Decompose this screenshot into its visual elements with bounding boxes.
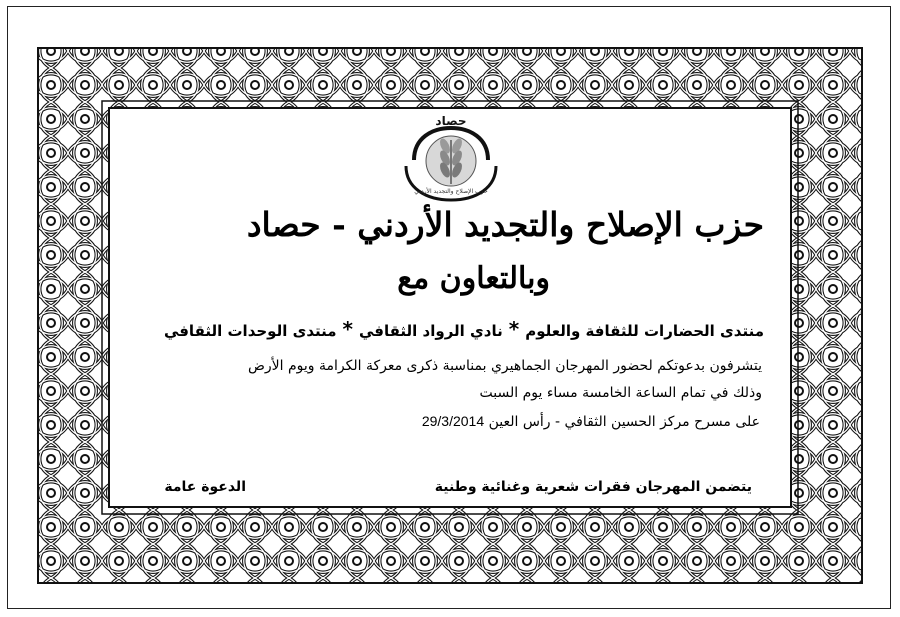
open-invitation-note: الدعوة عامة	[164, 479, 246, 495]
event-time: وذلك في تمام الساعة الخامسة مساء يوم السبت	[479, 385, 762, 401]
party-heading: حزب الإصلاح والتجديد الأردني - حصاد	[246, 205, 764, 244]
event-venue	[404, 413, 760, 430]
logo-title: حصاد	[435, 114, 467, 128]
forum-civilizations: منتدى الحضارات للثقافة والعلوم	[525, 322, 764, 340]
invitation-text: يتشرفون بدعوتكم لحضور المهرجان الجماهيري بمناسبة ذكرى معركة الكرامة ويوم الأرض	[247, 358, 762, 374]
star-separator: *	[508, 317, 520, 341]
forums-line	[164, 317, 764, 341]
cooperation-heading: وبالتعاون مع	[397, 261, 550, 296]
program-note: يتضمن المهرجان فقرات شعرية وغنائية وطنية	[434, 479, 752, 495]
star-separator: *	[342, 317, 353, 341]
event-date: 29/3/2014	[421, 413, 485, 429]
party-logo	[392, 114, 510, 206]
venue-text: على مسرح مركز الحسين الثقافي - رأس العين	[488, 414, 760, 430]
forum-wehdat: منتدى الوحدات الثقافي	[163, 322, 337, 340]
forum-pioneers: نادي الرواد الثقافي	[359, 322, 503, 340]
logo-caption: حزب الإصلاح والتجديد الأردني	[414, 188, 488, 195]
